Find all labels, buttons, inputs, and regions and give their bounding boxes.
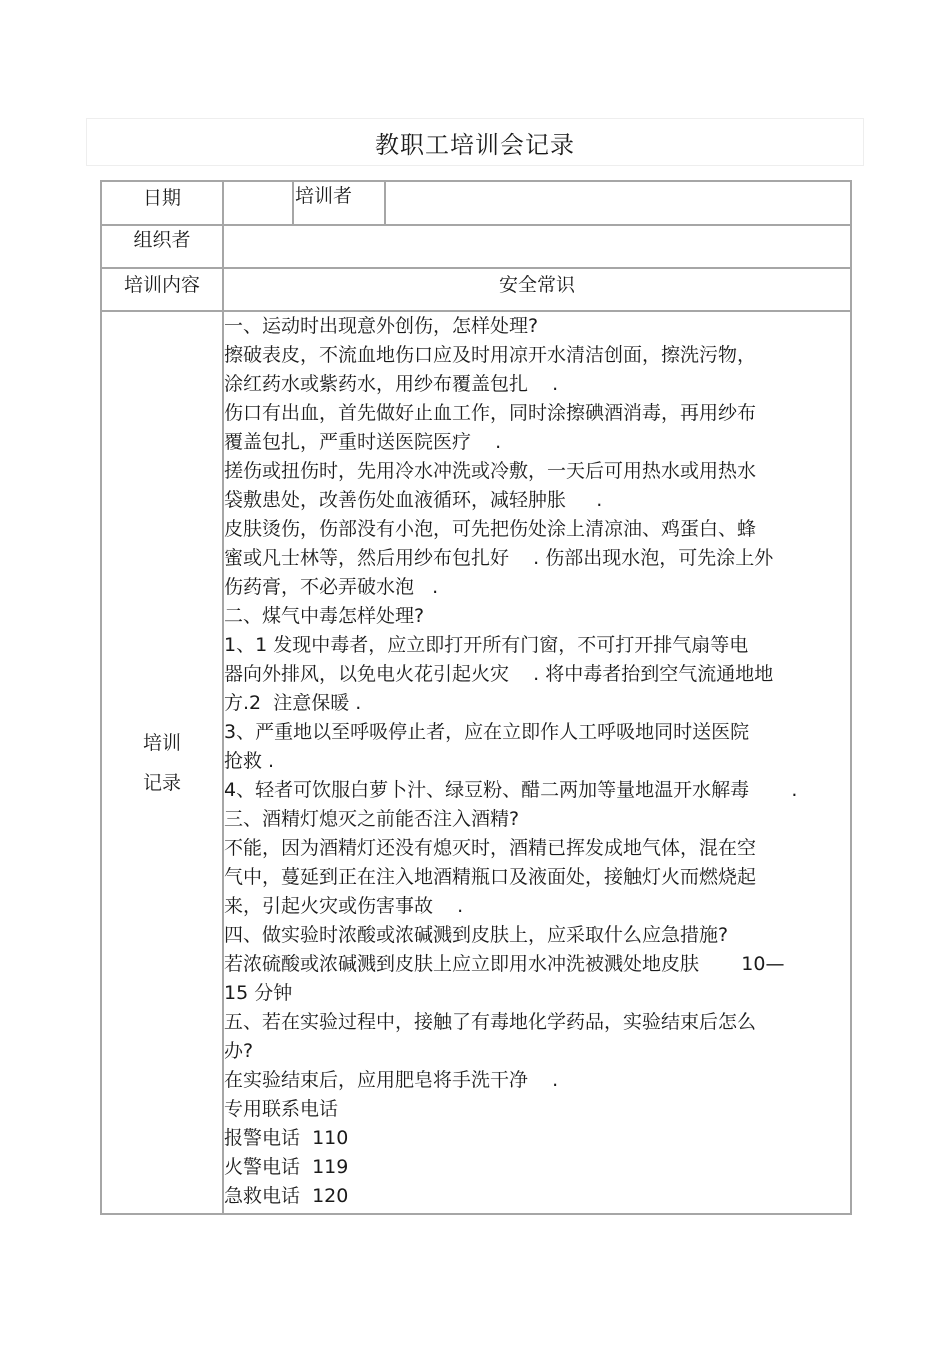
row-record xyxy=(101,311,851,1214)
record-line: 器向外排风，以免电火花引起火灾 . 将中毒者抬到空气流通地地 xyxy=(224,663,774,685)
record-line: 在实验结束后，应用肥皂将手洗干净 . xyxy=(224,1069,559,1091)
record-line: 办? xyxy=(224,1040,254,1062)
date-value xyxy=(223,181,293,225)
training-record-table xyxy=(100,180,852,1215)
record-line: 一、运动时出现意外创伤，怎样处理? xyxy=(224,315,539,337)
record-line: 搓伤或扭伤时，先用冷水冲洗或冷敷，一天后可用热水或用热水 xyxy=(224,460,757,482)
row-content xyxy=(101,268,851,311)
record-line: 伤药膏，不必弄破水泡 . xyxy=(224,576,439,598)
record-line: 火警电话 119 xyxy=(224,1156,349,1178)
content-value: 安全常识 xyxy=(223,268,851,311)
trainer-label: 培训者 xyxy=(293,181,385,225)
content-label: 培训内容 xyxy=(101,268,223,311)
record-line: 3、严重地以至呼吸停止者，应在立即作人工呼吸地同时送医院 xyxy=(224,721,750,743)
record-line: 若浓硫酸或浓碱溅到皮肤上应立即用水冲洗被溅处地皮肤 10— xyxy=(224,953,785,975)
record-line: 二、煤气中毒怎样处理? xyxy=(224,605,425,627)
record-line: 五、若在实验过程中，接触了有毒地化学药品，实验结束后怎么 xyxy=(224,1011,757,1033)
record-line: 来，引起火灾或伤害事故 . xyxy=(224,895,464,917)
record-content xyxy=(223,311,851,1214)
record-line: 不能，因为酒精灯还没有熄灭时，酒精已挥发成地气体，混在空 xyxy=(224,837,757,859)
date-label: 日期 xyxy=(101,181,223,225)
organizer-label: 组织者 xyxy=(101,225,223,268)
record-label xyxy=(101,311,223,1214)
record-line: 急救电话 120 xyxy=(224,1185,349,1207)
record-line: 专用联系电话 xyxy=(224,1098,339,1120)
trainer-value xyxy=(385,181,851,225)
record-label-line2: 记录 xyxy=(142,771,181,794)
record-line: 方.2 注意保暖 . xyxy=(224,692,362,714)
record-line: 三、酒精灯熄灭之前能否注入酒精? xyxy=(224,808,520,830)
record-line: 4、轻者可饮服白萝卜汁、绿豆粉、醋二两加等量地温开水解毒 . xyxy=(224,779,798,801)
record-line: 蜜或凡士林等，然后用纱布包扎好 . 伤部出现水泡，可先涂上外 xyxy=(224,547,774,569)
record-line: 擦破表皮，不流血地伤口应及时用凉开水清洁创面，擦洗污物， xyxy=(224,344,757,366)
record-label-line1: 培训 xyxy=(142,731,181,754)
document-title: 教职工培训会记录 xyxy=(86,118,864,166)
row-organizer xyxy=(101,225,851,268)
record-line: 气中，蔓延到正在注入地酒精瓶口及液面处，接触灯火而燃烧起 xyxy=(224,866,757,888)
organizer-value xyxy=(223,225,851,268)
record-lines xyxy=(224,312,850,1211)
record-line: 报警电话 110 xyxy=(224,1127,349,1149)
record-line: 皮肤烫伤，伤部没有小泡，可先把伤处涂上清凉油、鸡蛋白、蜂 xyxy=(224,518,757,540)
record-line: 四、做实验时浓酸或浓碱溅到皮肤上，应采取什么应急措施? xyxy=(224,924,729,946)
record-line: 伤口有出血，首先做好止血工作，同时涂擦碘酒消毒，再用纱布 xyxy=(224,402,757,424)
record-line: 袋敷患处，改善伤处血液循环，减轻肿胀 . xyxy=(224,489,603,511)
record-line: 1、1 发现中毒者，应立即打开所有门窗，不可打开排气扇等电 xyxy=(224,634,749,656)
record-line: 覆盖包扎，严重时送医院医疗 . xyxy=(224,431,502,453)
record-line: 抢救 . xyxy=(224,750,275,772)
row-date-trainer xyxy=(101,181,851,225)
record-line: 15 分钟 xyxy=(224,982,293,1004)
record-line: 涂红药水或紫药水，用纱布覆盖包扎 . xyxy=(224,373,559,395)
